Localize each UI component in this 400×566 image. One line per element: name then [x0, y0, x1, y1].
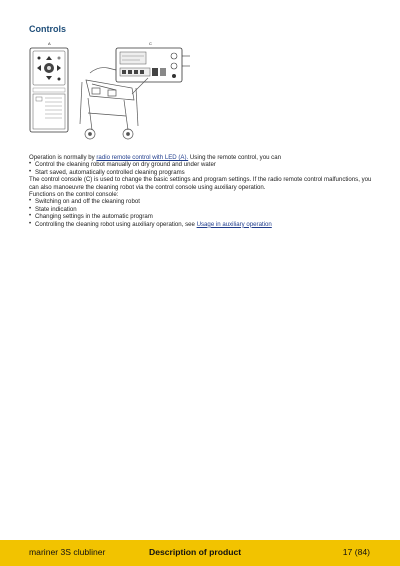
remote-functions-list	[29, 161, 375, 176]
page-heading: Controls	[29, 24, 66, 34]
footer-product: mariner 3S clubliner	[29, 547, 106, 557]
list-item: • Controlling the cleaning robot using auxiliary operation, see Usage in auxiliary operation	[29, 221, 375, 228]
remote-control	[30, 48, 68, 132]
auxiliary-operation-link[interactable]: Usage in auxiliary operation	[196, 220, 272, 228]
list-item: • Control the cleaning robot manually on dry ground and under water	[29, 161, 375, 168]
list-item: • Switching on and off the cleaning robot	[29, 198, 375, 205]
list-item: • Changing settings in the automatic program	[29, 213, 375, 220]
list-item: • Start saved, automatically controlled cleaning programs	[29, 169, 375, 176]
intro-paragraph: Operation is normally by radio remote control with LED (A). Using the remote control, you can	[29, 154, 281, 161]
footer-page-number: 17 (84)	[342, 547, 370, 557]
label-c: C	[149, 41, 152, 46]
body-text	[29, 154, 375, 228]
controls-illustration	[28, 38, 198, 144]
console-functions-heading: Functions on the control console:	[29, 191, 119, 199]
console-functions-list	[29, 198, 375, 228]
label-a: A	[48, 41, 51, 46]
footer-section: Description of product	[149, 547, 242, 557]
page-footer	[0, 540, 400, 566]
console-paragraph: The control console (C) is used to change the basic settings and program settings. If the radio remote control malfunctions, you can also manoeuvre the cleaning robot via the control console using auxiliary operation.	[29, 176, 372, 191]
remote-control-link[interactable]: radio remote control with LED (A).	[96, 154, 189, 161]
list-item: • State indication	[29, 206, 375, 213]
